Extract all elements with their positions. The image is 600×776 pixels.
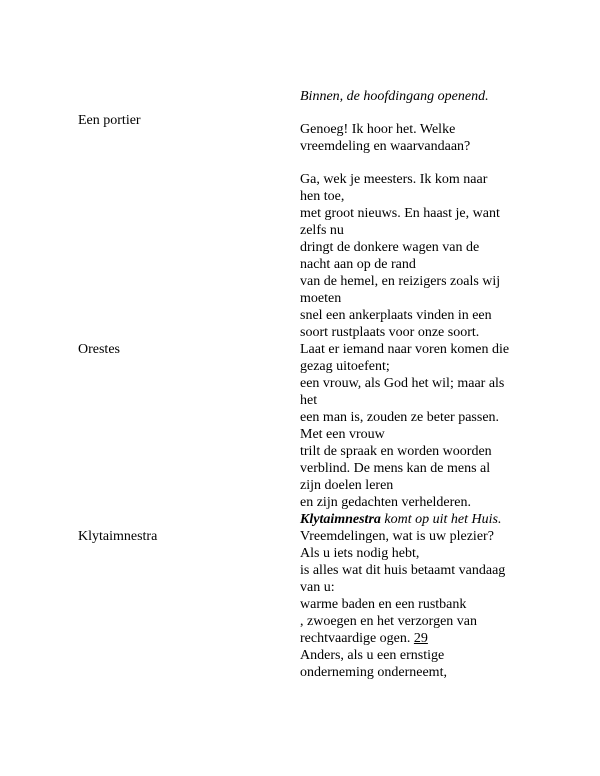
- orestes-speech-a: [300, 171, 545, 341]
- verse-line: het: [300, 393, 318, 408]
- verse-line-with-note: [300, 630, 545, 647]
- speaker-portier: Een portier: [78, 113, 141, 128]
- verse-line: nacht aan op de rand: [300, 257, 416, 272]
- stage-direction-text: Binnen, de hoofdingang openend.: [300, 89, 489, 104]
- verse-line: Anders, als u een ernstige: [300, 648, 445, 663]
- verse-line: is alles wat dit huis betaamt vandaag: [300, 563, 506, 578]
- stage-direction-opening: [300, 88, 545, 105]
- verse-line: en zijn gedachten verhelderen.: [300, 495, 472, 510]
- verse-line: een vrouw, als God het wil; maar als: [300, 376, 505, 391]
- verse-line: hen toe,: [300, 189, 345, 204]
- verse-line: Met een vrouw: [300, 427, 385, 442]
- stage-direction-character: Klytaimnestra: [300, 512, 381, 527]
- verse-line: snel een ankerplaats vinden in een: [300, 308, 492, 323]
- verse-line: warme baden en een rustbank: [300, 597, 467, 612]
- verse-line: Als u iets nodig hebt,: [300, 546, 420, 561]
- verse-line: Laat er iemand naar voren komen die: [300, 342, 510, 357]
- klytaimnestra-speech: [300, 528, 545, 681]
- verse-line: gezag uitoefent;: [300, 359, 390, 374]
- verse-line: Vreemdelingen, wat is uw plezier?: [300, 529, 494, 544]
- verse-line: soort rustplaats voor onze soort.: [300, 325, 480, 340]
- verse-line: Ga, wek je meesters. Ik kom naar: [300, 172, 488, 187]
- verse-line: zelfs nu: [300, 223, 344, 238]
- verse-line: van u:: [300, 580, 335, 595]
- verse-line: trilt de spraak en worden woorden: [300, 444, 492, 459]
- stage-direction-entrance: [300, 511, 545, 528]
- verse-line: verblind. De mens kan de mens al: [300, 461, 491, 476]
- verse-line: vreemdeling en waarvandaan?: [300, 139, 471, 154]
- speaker-klytaimnestra: Klytaimnestra: [78, 529, 158, 544]
- verse-line: moeten: [300, 291, 342, 306]
- verse-line: van de hemel, en reizigers zoals wij: [300, 274, 501, 289]
- portier-speech: [300, 121, 545, 155]
- footnote-link[interactable]: 29: [413, 631, 428, 646]
- orestes-speech-b: [300, 341, 545, 528]
- verse-line: zijn doelen leren: [300, 478, 394, 493]
- verse-line-text: rechtvaardige ogen.: [300, 631, 414, 646]
- speaker-orestes: Orestes: [78, 342, 120, 357]
- verse-line: een man is, zouden ze beter passen.: [300, 410, 500, 425]
- verse-line: , zwoegen en het verzorgen van: [300, 614, 477, 629]
- verse-line: met groot nieuws. En haast je, want: [300, 206, 500, 221]
- verse-line: Genoeg! Ik hoor het. Welke: [300, 122, 456, 137]
- stage-direction-action: komt op uit het Huis.: [380, 512, 502, 527]
- verse-line: onderneming onderneemt,: [300, 665, 447, 680]
- verse-line: dringt de donkere wagen van de: [300, 240, 480, 255]
